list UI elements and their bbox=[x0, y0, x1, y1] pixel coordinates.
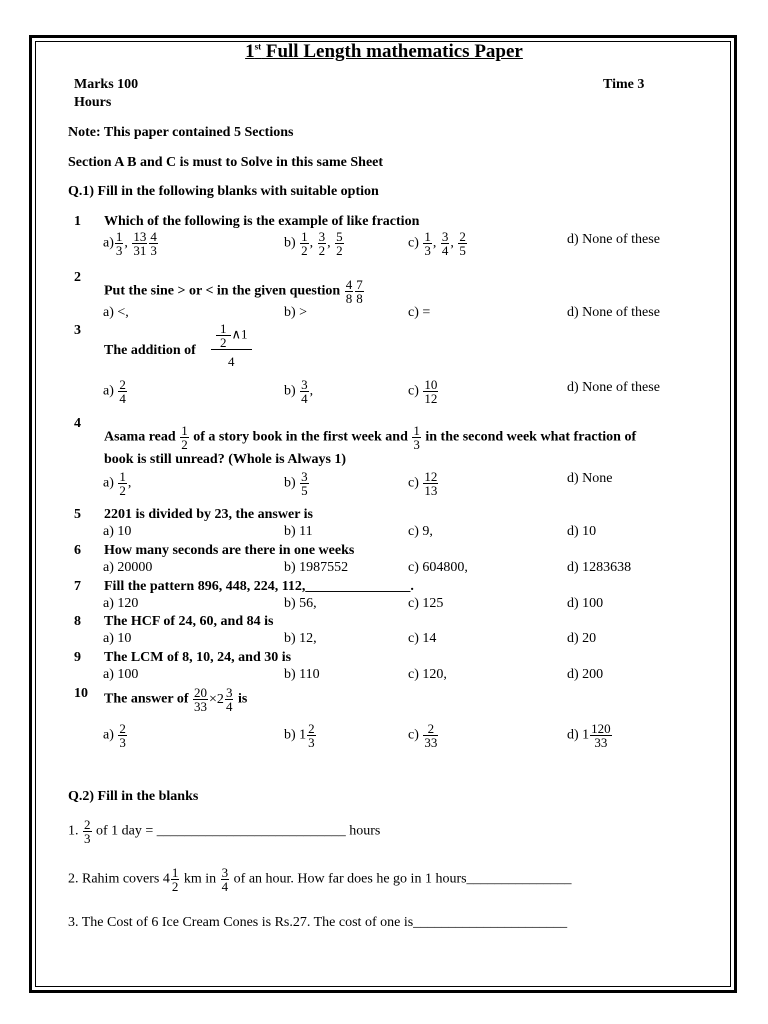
option-a: a) 10 bbox=[103, 524, 132, 539]
option-c: c) 604800, bbox=[408, 560, 468, 575]
question-number: 7 bbox=[74, 579, 81, 594]
question-text: 2201 is divided by 23, the answer is bbox=[104, 507, 313, 522]
option-a: a) 10 bbox=[103, 631, 132, 646]
option-c: c) 120, bbox=[408, 667, 447, 682]
question-text: Put the sine > or < in the given question $\frac{4}{8}$ $\frac{7}{8}$ bbox=[104, 277, 363, 306]
question-text: The addition of bbox=[104, 343, 196, 358]
option-a: a) <, bbox=[103, 305, 129, 320]
section-note: Section A B and C is must to Solve in this same Sheet bbox=[68, 155, 384, 170]
blank-line-2: 2. Rahim covers 4 $\frac{1}{2}$ km in $\frac{3}{4}$ of an hour. How far does he go in 1 hours_______________ bbox=[68, 865, 572, 894]
option-c: c) = bbox=[408, 305, 431, 320]
question-number: 8 bbox=[74, 614, 81, 629]
option-c: c) $\frac{10}{12}$ bbox=[408, 377, 438, 406]
option-d: d) 1 $\frac{120}{33}$ bbox=[567, 721, 611, 750]
option-c: c) 14 bbox=[408, 631, 437, 646]
option-d: d) None of these bbox=[567, 305, 660, 320]
option-a: a) $\frac{2}{4}$ bbox=[103, 377, 126, 406]
option-d: d) None of these bbox=[567, 380, 660, 395]
question-text: The LCM of 8, 10, 24, and 30 is bbox=[104, 650, 292, 665]
question-number: 6 bbox=[74, 543, 81, 558]
option-d: d) 1283638 bbox=[567, 560, 632, 575]
question-number: 3 bbox=[74, 323, 81, 338]
option-d: d) 10 bbox=[567, 524, 597, 539]
option-d: d) 20 bbox=[567, 631, 597, 646]
option-a: a) $\frac{2}{3}$ bbox=[103, 721, 126, 750]
option-b: b) 56, bbox=[284, 596, 317, 611]
note-text: Note: This paper contained 5 Sections bbox=[68, 125, 294, 140]
option-a: a) $\frac{1}{2}$ , bbox=[103, 469, 132, 498]
q2-heading: Q.2) Fill in the blanks bbox=[68, 789, 199, 804]
question-text: Which of the following is the example of like fraction bbox=[104, 214, 420, 229]
nested-fraction: $\frac{1}{2}$ ∧1 4 bbox=[211, 322, 252, 370]
option-c: c) $\frac{12}{13}$ bbox=[408, 469, 438, 498]
option-b: b) 1987552 bbox=[284, 560, 349, 575]
option-b: b) 1 $\frac{2}{3}$ bbox=[284, 721, 315, 750]
time-label: Time 3 bbox=[603, 77, 645, 92]
option-d: d) None of these bbox=[567, 232, 660, 247]
question-text-line2: book is still unread? (Whole is Always 1) bbox=[104, 452, 347, 467]
paper-title: 1st Full Length mathematics Paper bbox=[245, 41, 523, 62]
option-b: b) $\frac{3}{5}$ bbox=[284, 469, 308, 498]
question-text: How many seconds are there in one weeks bbox=[104, 543, 355, 558]
option-d: d) 200 bbox=[567, 667, 604, 682]
option-a: a) 120 bbox=[103, 596, 139, 611]
question-number: 10 bbox=[74, 686, 88, 701]
question-text: The answer of $\frac{20}{33}$ ×2 $\frac{3}{4}$ is bbox=[104, 685, 248, 714]
option-b: b) > bbox=[284, 305, 308, 320]
option-b: b) 11 bbox=[284, 524, 313, 539]
marks-label: Marks 100 bbox=[74, 77, 139, 92]
question-text: Fill the pattern 896, 448, 224, 112,_______________. bbox=[104, 579, 414, 594]
option-b: b) 12, bbox=[284, 631, 317, 646]
option-d: d) 100 bbox=[567, 596, 604, 611]
option-a: a) 100 bbox=[103, 667, 139, 682]
option-c: c) 9, bbox=[408, 524, 433, 539]
option-b: b) 110 bbox=[284, 667, 320, 682]
question-number: 2 bbox=[74, 270, 81, 285]
blank-line-1: 1. $\frac{2}{3}$ of 1 day = ___________________________ hours bbox=[68, 817, 381, 846]
option-b: b) $\frac{3}{4}$ , bbox=[284, 377, 314, 406]
question-number: 5 bbox=[74, 507, 81, 522]
question-text: Asama read $\frac{1}{2}$ of a story book in the first week and $\frac{1}{3}$ in the second week what fraction of bbox=[104, 423, 637, 452]
option-c: c) $\frac{1}{3}$ , $\frac{3}{4}$ , $\frac{2}{5}$ bbox=[408, 229, 466, 258]
blank-line-3: 3. The Cost of 6 Ice Cream Cones is Rs.27. The cost of one is______________________ bbox=[68, 915, 568, 930]
option-d: d) None bbox=[567, 471, 613, 486]
q1-heading: Q.1) Fill in the following blanks with suitable option bbox=[68, 184, 379, 199]
question-number: 1 bbox=[74, 214, 81, 229]
question-number: 4 bbox=[74, 416, 81, 431]
option-a: a) 20000 bbox=[103, 560, 153, 575]
question-text: The HCF of 24, 60, and 84 is bbox=[104, 614, 274, 629]
option-c: c) $\frac{2}{33}$ bbox=[408, 721, 438, 750]
hours-label: Hours bbox=[74, 95, 112, 110]
option-a: a) $\frac{1}{3}$ , $\frac{13}{31}$ $\frac{4}{3}$ bbox=[103, 229, 157, 258]
option-b: b) $\frac{1}{2}$ , $\frac{3}{2}$ , $\frac{5}{2}$ bbox=[284, 229, 343, 258]
option-c: c) 125 bbox=[408, 596, 444, 611]
question-number: 9 bbox=[74, 650, 81, 665]
